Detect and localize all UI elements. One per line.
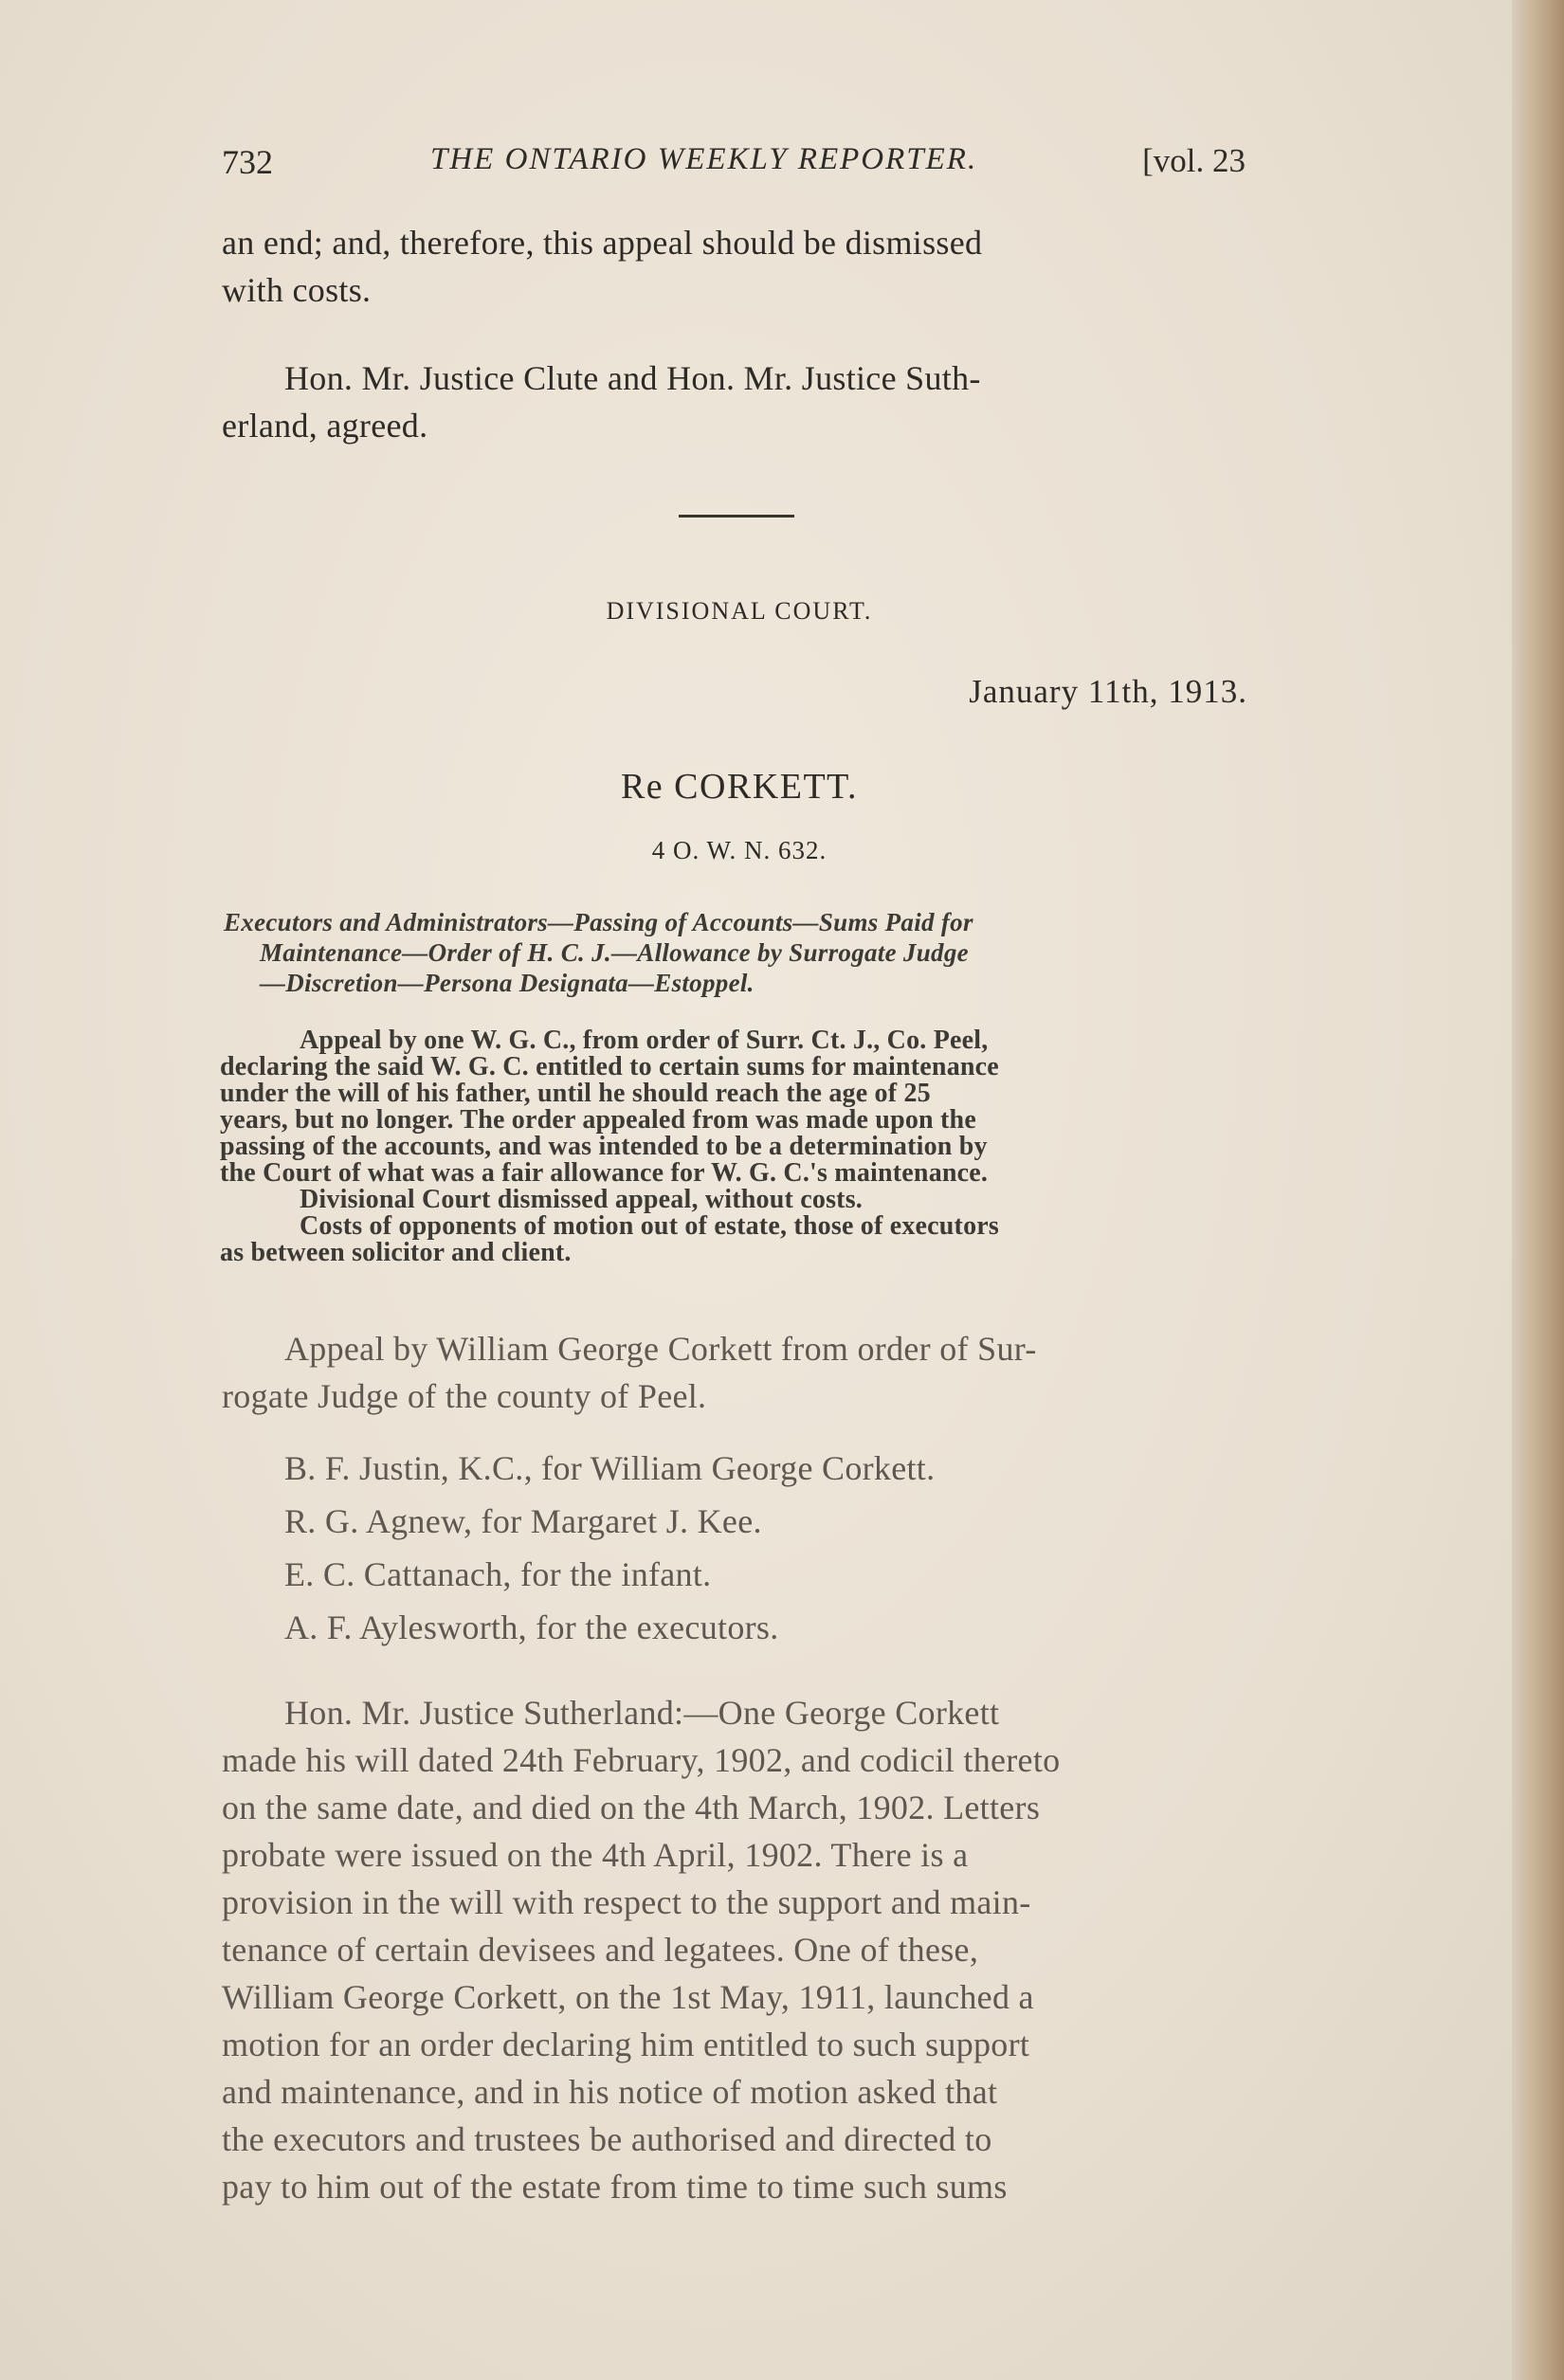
decision-date: January 11th, 1913. xyxy=(969,673,1247,710)
previous-text-line: with costs. xyxy=(222,271,372,309)
volume-label: [vol. 23 xyxy=(1142,142,1246,179)
judgment-line: William George Corkett, on the 1st May, 1911, launched a xyxy=(222,1978,1034,2016)
catchwords-line: Executors and Administrators—Passing of Accounts—Sums Paid for xyxy=(224,908,973,936)
judgment-line: the executors and trustees be authorised and directed to xyxy=(222,2120,992,2158)
catchwords-line: —Discretion—Persona Designata—Estoppel. xyxy=(260,969,755,997)
agreement-line: Hon. Mr. Justice Clute and Hon. Mr. Justice Suth- xyxy=(284,359,981,397)
counsel-line: E. C. Cattanach, for the infant. xyxy=(284,1555,712,1593)
agreement-line: erland, agreed. xyxy=(222,407,428,445)
headnote-line: the Court of what was a fair allowance for W. G. C.'s maintenance. xyxy=(220,1158,989,1188)
headnote-line: passing of the accounts, and was intended to be a determination by xyxy=(220,1132,988,1161)
running-head xyxy=(222,142,1246,190)
judgment-line: and maintenance, and in his notice of motion asked that xyxy=(222,2073,998,2111)
case-title: Re CORKETT. xyxy=(620,767,859,807)
judgment-line: pay to him out of the estate from time to time such sums xyxy=(222,2168,1008,2206)
judgment-line: Hon. Mr. Justice Sutherland:—One George Corkett xyxy=(284,1694,1000,1732)
judgment-line: provision in the will with respect to the support and main- xyxy=(222,1883,1031,1921)
case-citation: 4 O. W. N. 632. xyxy=(651,836,827,864)
section-divider xyxy=(679,515,794,518)
headnote-line: years, but no longer. The order appealed from was made upon the xyxy=(220,1105,976,1135)
headnote-line: under the will of his father, until he should reach the age of 25 xyxy=(220,1079,931,1108)
appeal-line: rogate Judge of the county of Peel. xyxy=(222,1377,707,1415)
headnote-line: Divisional Court dismissed appeal, without costs. xyxy=(300,1185,863,1214)
counsel-line: A. F. Aylesworth, for the executors. xyxy=(284,1608,779,1646)
journal-title: THE ONTARIO WEEKLY REPORTER. xyxy=(430,142,978,176)
counsel-line: B. F. Justin, K.C., for William George Corkett. xyxy=(284,1449,936,1487)
page-number: 732 xyxy=(222,143,273,181)
court-name: DIVISIONAL COURT. xyxy=(606,597,873,625)
appeal-line: Appeal by William George Corkett from order of Sur- xyxy=(284,1330,1037,1368)
catchwords-line: Maintenance—Order of H. C. J.—Allowance by Surrogate Judge xyxy=(260,938,969,967)
headnote-line: Costs of opponents of motion out of estate, those of executors xyxy=(300,1211,999,1241)
headnote-line: declaring the said W. G. C. entitled to certain sums for maintenance xyxy=(220,1052,999,1081)
judgment-line: on the same date, and died on the 4th March, 1902. Letters xyxy=(222,1789,1041,1826)
book-spine-edge xyxy=(1512,0,1564,2380)
judgment-line: tenance of certain devisees and legatees. One of these, xyxy=(222,1931,979,1969)
headnote-line: Appeal by one W. G. C., from order of Surr. Ct. J., Co. Peel, xyxy=(300,1026,989,1055)
judgment-line: probate were issued on the 4th April, 1902. There is a xyxy=(222,1836,969,1874)
counsel-line: R. G. Agnew, for Margaret J. Kee. xyxy=(284,1502,762,1540)
judgment-line: motion for an order declaring him entitled to such support xyxy=(222,2026,1030,2063)
headnote-line: as between solicitor and client. xyxy=(220,1238,572,1267)
judgment-line: made his will dated 24th February, 1902, and codicil thereto xyxy=(222,1741,1061,1779)
previous-text-line: an end; and, therefore, this appeal should be dismissed xyxy=(222,224,983,262)
